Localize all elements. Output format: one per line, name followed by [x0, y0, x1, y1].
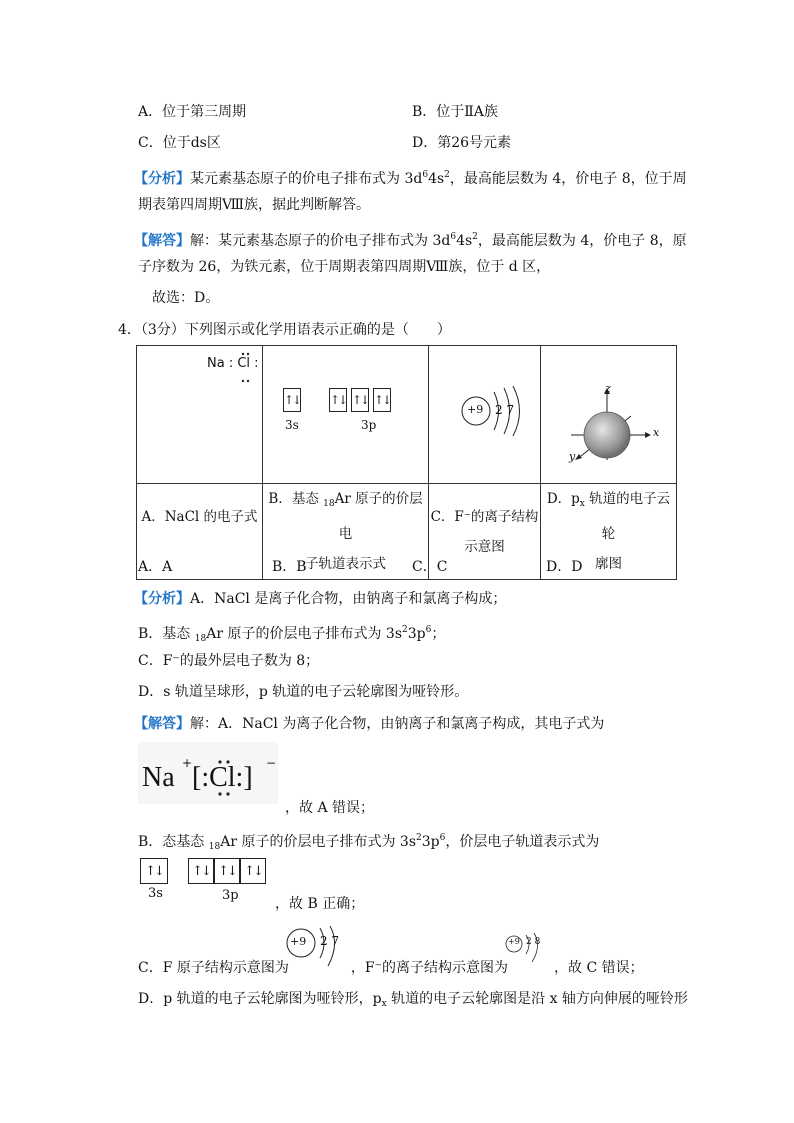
option-c: C．位于ds区 — [138, 135, 221, 151]
cell-d-figure — [541, 346, 677, 484]
q4-answer-d: D．p 轨道的电子云轮廓图为哑铃形，$p_x$ 轨道的电子云轮廓图是沿 x 轴方向伸展的哑铃形 — [138, 991, 688, 1009]
cell-a-figure — [137, 346, 263, 484]
q4-answer-b1: B．态基态 $_{18}$Ar 原子的价层电子排布式为 $3s^23p^6$，价层电子轨道表示式为 — [138, 833, 600, 852]
orbital-box-3s: ↑↓ — [283, 388, 301, 412]
answer-box-3p-1: ↑↓ — [188, 858, 214, 884]
px-orbital-diagram — [541, 346, 676, 482]
answer-box-3p-3: ↑↓ — [240, 858, 266, 884]
f-ion-diagram: +9 2 8 — [502, 932, 552, 976]
caption-c: C．F⁻的离子结构 示意图 — [429, 484, 541, 580]
option-d: D．第26号元素 — [412, 135, 512, 151]
choice-b: B．B — [272, 559, 307, 575]
answer-label-3p: 3p — [222, 888, 239, 903]
orbital-box-3p-3: ↑↓ — [373, 388, 391, 412]
choice-a: A．A — [138, 559, 173, 575]
f-ion-structure-diagram — [429, 346, 539, 482]
analysis-line-2: 期表第四周期Ⅷ族，据此判断解答。 — [138, 197, 371, 213]
shell-electrons: 2 7 — [495, 403, 515, 417]
answer-line-2: 子序数为 26，为铁元素，位于周期表第四周期Ⅷ族，位于 d 区， — [138, 259, 551, 275]
q4-answer-a2: ，故 A 错误； — [285, 800, 375, 816]
analysis-tag: 【分析】 — [134, 171, 190, 187]
question-4-table — [136, 345, 677, 580]
orbital-box-3p-1: ↑↓ — [329, 388, 347, 412]
cl-charge: − — [266, 756, 277, 770]
f-atom-diagram: +9 2 7 — [284, 926, 354, 976]
q4-answer-a1: 【解答】解：A．NaCl 为离子化合物，由钠离子和氯离子构成，其电子式为 — [134, 716, 605, 732]
cell-c-figure — [429, 346, 541, 484]
caption-b: B．基态 $_{18}$Ar 原子的价层电 子轨道表示式 — [263, 484, 429, 580]
cl-bracket: [:Cl:] — [192, 762, 253, 793]
answer-line-3: 故选：D。 — [152, 290, 220, 306]
option-b: B．位于ⅡA族 — [412, 104, 498, 120]
q4-analysis-a: 【分析】A．NaCl 是离子化合物，由钠离子和氯离子构成； — [134, 591, 507, 607]
q4-analysis-d: D．s 轨道呈球形，p 轨道的电子云轮廓图为哑铃形。 — [138, 684, 469, 700]
question-4-stem: 4．（3分）下列图示或化学用语表示正确的是（ ） — [118, 322, 451, 338]
lone-pair-dots — [137, 346, 262, 386]
option-a: A．位于第三周期 — [138, 104, 247, 120]
q4-answer-c: C．F 原子结构示意图为 ，F⁻的离子结构示意图为 ，故 C 错误； — [138, 960, 644, 976]
choice-d: D．D — [546, 559, 583, 575]
orbital-box-3p-2: ↑↓ — [351, 388, 369, 412]
axis-z-label: z — [605, 382, 611, 395]
label-3p: 3p — [361, 418, 377, 432]
axis-y-label: y — [569, 450, 576, 463]
answer-line-1: 【解答】解：某元素基态原子的价电子排布式为 $3d^64s^2$，最高能层数为 4，价电子 8，原 — [134, 232, 687, 249]
na-charge: + — [182, 756, 193, 770]
q4-answer-tag: 【解答】 — [134, 716, 190, 732]
q4-analysis-c: C．F⁻的最外层电子数为 8； — [138, 653, 320, 669]
nacl-electron-formula: Na : Cl : — [207, 356, 259, 371]
caption-d: D．$p_x$ 轨道的电子云轮 廓图 — [541, 484, 677, 580]
caption-a: A．NaCl 的电子式 — [137, 484, 263, 580]
q4-analysis-tag: 【分析】 — [134, 591, 190, 607]
axis-x-label: x — [653, 426, 660, 439]
q4-answer-b2: ，故 B 正确； — [275, 896, 365, 912]
answer-orbital-diagram — [140, 858, 280, 908]
analysis-line-1: 【分析】某元素基态原子的价电子排布式为 $3d^64s^2$，最高能层数为 4，价电子 8，位于周 — [134, 170, 687, 187]
cell-b-figure — [263, 346, 429, 484]
label-3s: 3s — [285, 418, 299, 432]
nacl-formula-image — [138, 742, 278, 804]
q4-analysis-b: B．基态 $_{18}$Ar 原子的价层电子排布式为 $3s^23p^6$； — [138, 625, 446, 644]
answer-box-3s: ↑↓ — [140, 858, 168, 884]
na-symbol: Na — [142, 762, 175, 793]
answer-tag: 【解答】 — [134, 233, 190, 249]
answer-label-3s: 3s — [148, 886, 163, 901]
choice-c: C．C — [412, 559, 448, 575]
nucleus-charge: +9 — [467, 403, 484, 416]
answer-box-3p-2: ↑↓ — [214, 858, 240, 884]
